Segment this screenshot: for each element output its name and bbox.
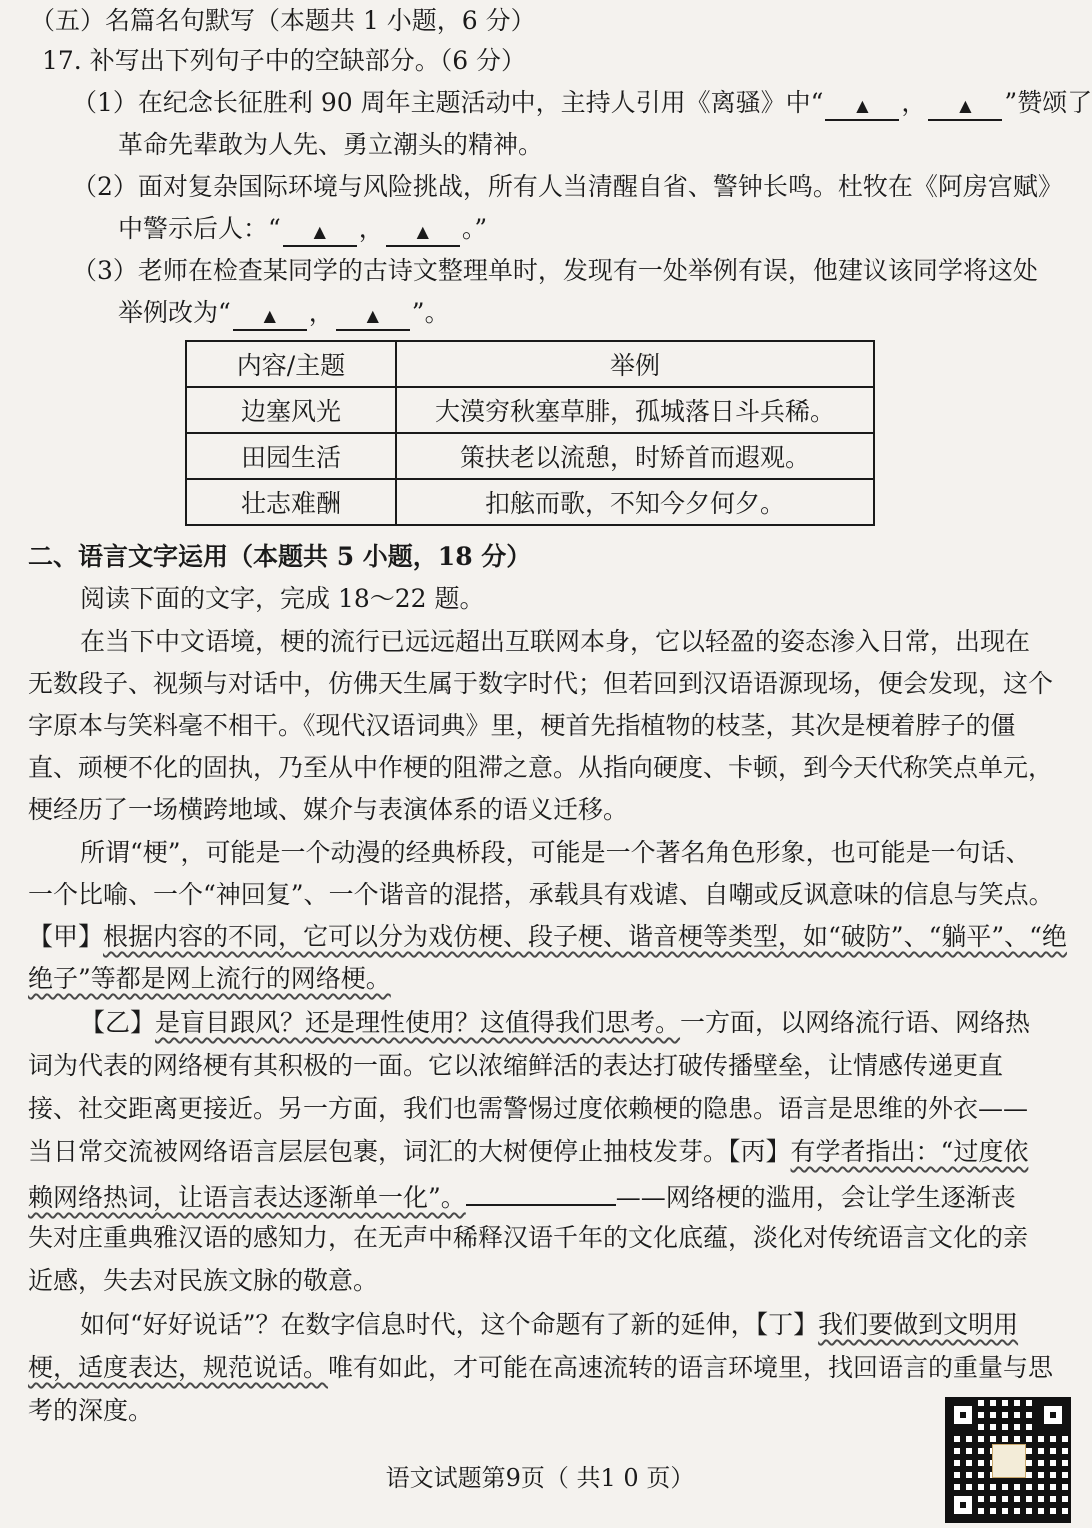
marker-ding: 【丁】: [755, 1310, 819, 1339]
table-cell: 田园生活: [186, 433, 396, 479]
paragraph-1-line: 直、顽梗不化的固执，乃至从中作梗的阻滞之意。从指向硬度、卡顿，到今天代称笑点单元，: [28, 753, 1054, 782]
section-heading-5: （五）名篇名句默写（本题共 1 小题，6 分）: [30, 6, 536, 35]
table-cell: 壮志难酬: [186, 479, 396, 525]
paragraph-4-line: 梗，适度表达，规范说话。唯有如此，才可能在高速流转的语言环境里，找回语言的重量与思: [28, 1353, 1054, 1382]
marker-yi: 【乙】: [80, 1008, 156, 1037]
examples-table: [185, 340, 875, 526]
underlined-sentence-jia-cont: 绝子”等都是网上流行的网络梗。: [28, 964, 391, 993]
question-17-3: （3）老师在检查某同学的古诗文整理单时，发现有一处举例有误，他建议该同学将这处: [72, 256, 1038, 285]
section-heading-2: 二、语言文字运用（本题共 5 小题，18 分）: [28, 542, 532, 571]
paragraph-2-line: [28, 920, 1067, 954]
table-row: [186, 433, 874, 479]
paragraph-3-line: 【乙】是盲目跟风？还是理性使用？这值得我们思考。一方面，以网络流行语、网络热: [80, 1008, 1031, 1037]
answer-blank[interactable]: [466, 1178, 616, 1206]
answer-blank[interactable]: ▲: [386, 216, 460, 247]
table-cell: 边塞风光: [186, 387, 396, 433]
question-17-1-cont: 革命先辈敢为人先、勇立潮头的精神。: [118, 130, 544, 159]
paragraph-2-line: 所谓“梗”，可能是一个动漫的经典桥段，可能是一个著名角色形象，也可能是一句话、: [80, 838, 1031, 867]
table-row: [186, 387, 874, 433]
table-cell: 扣舷而歌，不知今夕何夕。: [396, 479, 874, 525]
underlined-sentence-jia: 根据内容的不同，它可以分为戏仿梗、段子梗、谐音梗等类型，如“破防”、“躺平”、“绝: [103, 922, 1067, 951]
paragraph-1-line: 梗经历了一场横跨地域、媒介与表演体系的语义迁移。: [28, 795, 629, 824]
paragraph-4-line: 如何“好好说话”？在数字信息时代，这个命题有了新的延伸，【丁】我们要做到文明用: [80, 1310, 1019, 1339]
marker-bing: 【丙】: [728, 1137, 791, 1166]
answer-blank[interactable]: ▲: [928, 90, 1002, 121]
question-17-3-cont: 举例改为“ ▲ ， ▲ ”。: [118, 296, 450, 331]
paragraph-1-line: 字原本与笑料毫不相干。《现代汉语词典》里，梗首先指植物的枝茎，其次是梗着脖子的僵: [28, 711, 1016, 740]
paragraph-4-line: 考的深度。: [28, 1396, 154, 1425]
paragraph-3-line: 接、社交距离更接近。另一方面，我们也需警惕过度依赖梗的隐患。语言是思维的外衣——: [28, 1094, 1029, 1123]
underlined-sentence-bing-cont: 赖网络热词，让语言表达逐渐单一化”。: [28, 1183, 466, 1212]
question-17-2: （2）面对复杂国际环境与风险挑战，所有人当清醒自省、警钟长鸣。杜牧在《阿房宫赋》: [72, 172, 1063, 201]
question-17-2-cont: 中警示后人：“ ▲ ， ▲ 。”: [118, 212, 487, 247]
underlined-sentence-ding-cont: 梗，适度表达，规范说话。: [28, 1353, 329, 1382]
paragraph-3-line: 词为代表的网络梗有其积极的一面。它以浓缩鲜活的表达打破传播壁垒，让情感传递更直: [28, 1051, 1004, 1080]
underlined-sentence-ding: 我们要做到文明用: [818, 1310, 1019, 1339]
marker-jia: 【甲】: [28, 922, 104, 951]
table-header: 举例: [396, 341, 874, 387]
answer-blank[interactable]: ▲: [825, 90, 899, 121]
table-cell: 策扶老以流憩，时矫首而遐观。: [396, 433, 874, 479]
table-header-row: [186, 341, 874, 387]
paragraph-2-line: [28, 962, 391, 996]
paragraph-1-line: 无数段子、视频与对话中，仿佛天生属于数字时代；但若回到汉语语源现场，便会发现，这个: [28, 669, 1054, 698]
question-17: 17. 补写出下列句子中的空缺部分。（6 分）: [42, 46, 527, 75]
underlined-sentence-yi: 是盲目跟风？还是理性使用？这值得我们思考。: [155, 1008, 681, 1037]
underlined-sentence-bing: 有学者指出：“过度依: [790, 1137, 1029, 1166]
page-footer: 语文试题第9页（ 共1 0 页）: [385, 1464, 695, 1492]
table-cell: 大漠穷秋塞草腓，孤城落日斗兵稀。: [396, 387, 874, 433]
answer-blank[interactable]: ▲: [233, 300, 307, 331]
table-header: 内容/主题: [186, 341, 396, 387]
reading-instruction: 阅读下面的文字，完成 18～22 题。: [80, 584, 485, 613]
answer-blank[interactable]: ▲: [283, 216, 357, 247]
table-row: [186, 479, 874, 525]
paragraph-2-line: 一个比喻、一个“神回复”、一个谐音的混搭，承载具有戏谑、自嘲或反讽意味的信息与笑点。: [28, 880, 1054, 909]
answer-blank[interactable]: ▲: [336, 300, 410, 331]
paragraph-3-line: 失对庄重典雅汉语的感知力，在无声中稀释汉语千年的文化底蕴，淡化对传统语言文化的亲: [28, 1223, 1029, 1252]
paragraph-3-line: 近感，失去对民族文脉的敬意。: [28, 1266, 379, 1295]
paragraph-3-line: 赖网络热词，让语言表达逐渐单一化”。 ——网络梗的滥用，会让学生逐渐丧: [28, 1178, 1016, 1215]
question-17-1: （1）在纪念长征胜利 90 周年主题活动中，主持人引用《离骚》中“ ▲ ， ▲ ”赞颂了: [72, 86, 1092, 121]
paragraph-3-line: 当日常交流被网络语言层层包裹，词汇的大树便停止抽枝发芽。【丙】有学者指出：“过度依: [28, 1137, 1029, 1166]
paragraph-1-line: 在当下中文语境，梗的流行已远远超出互联网本身，它以轻盈的姿态渗入日常，出现在: [80, 627, 1031, 656]
